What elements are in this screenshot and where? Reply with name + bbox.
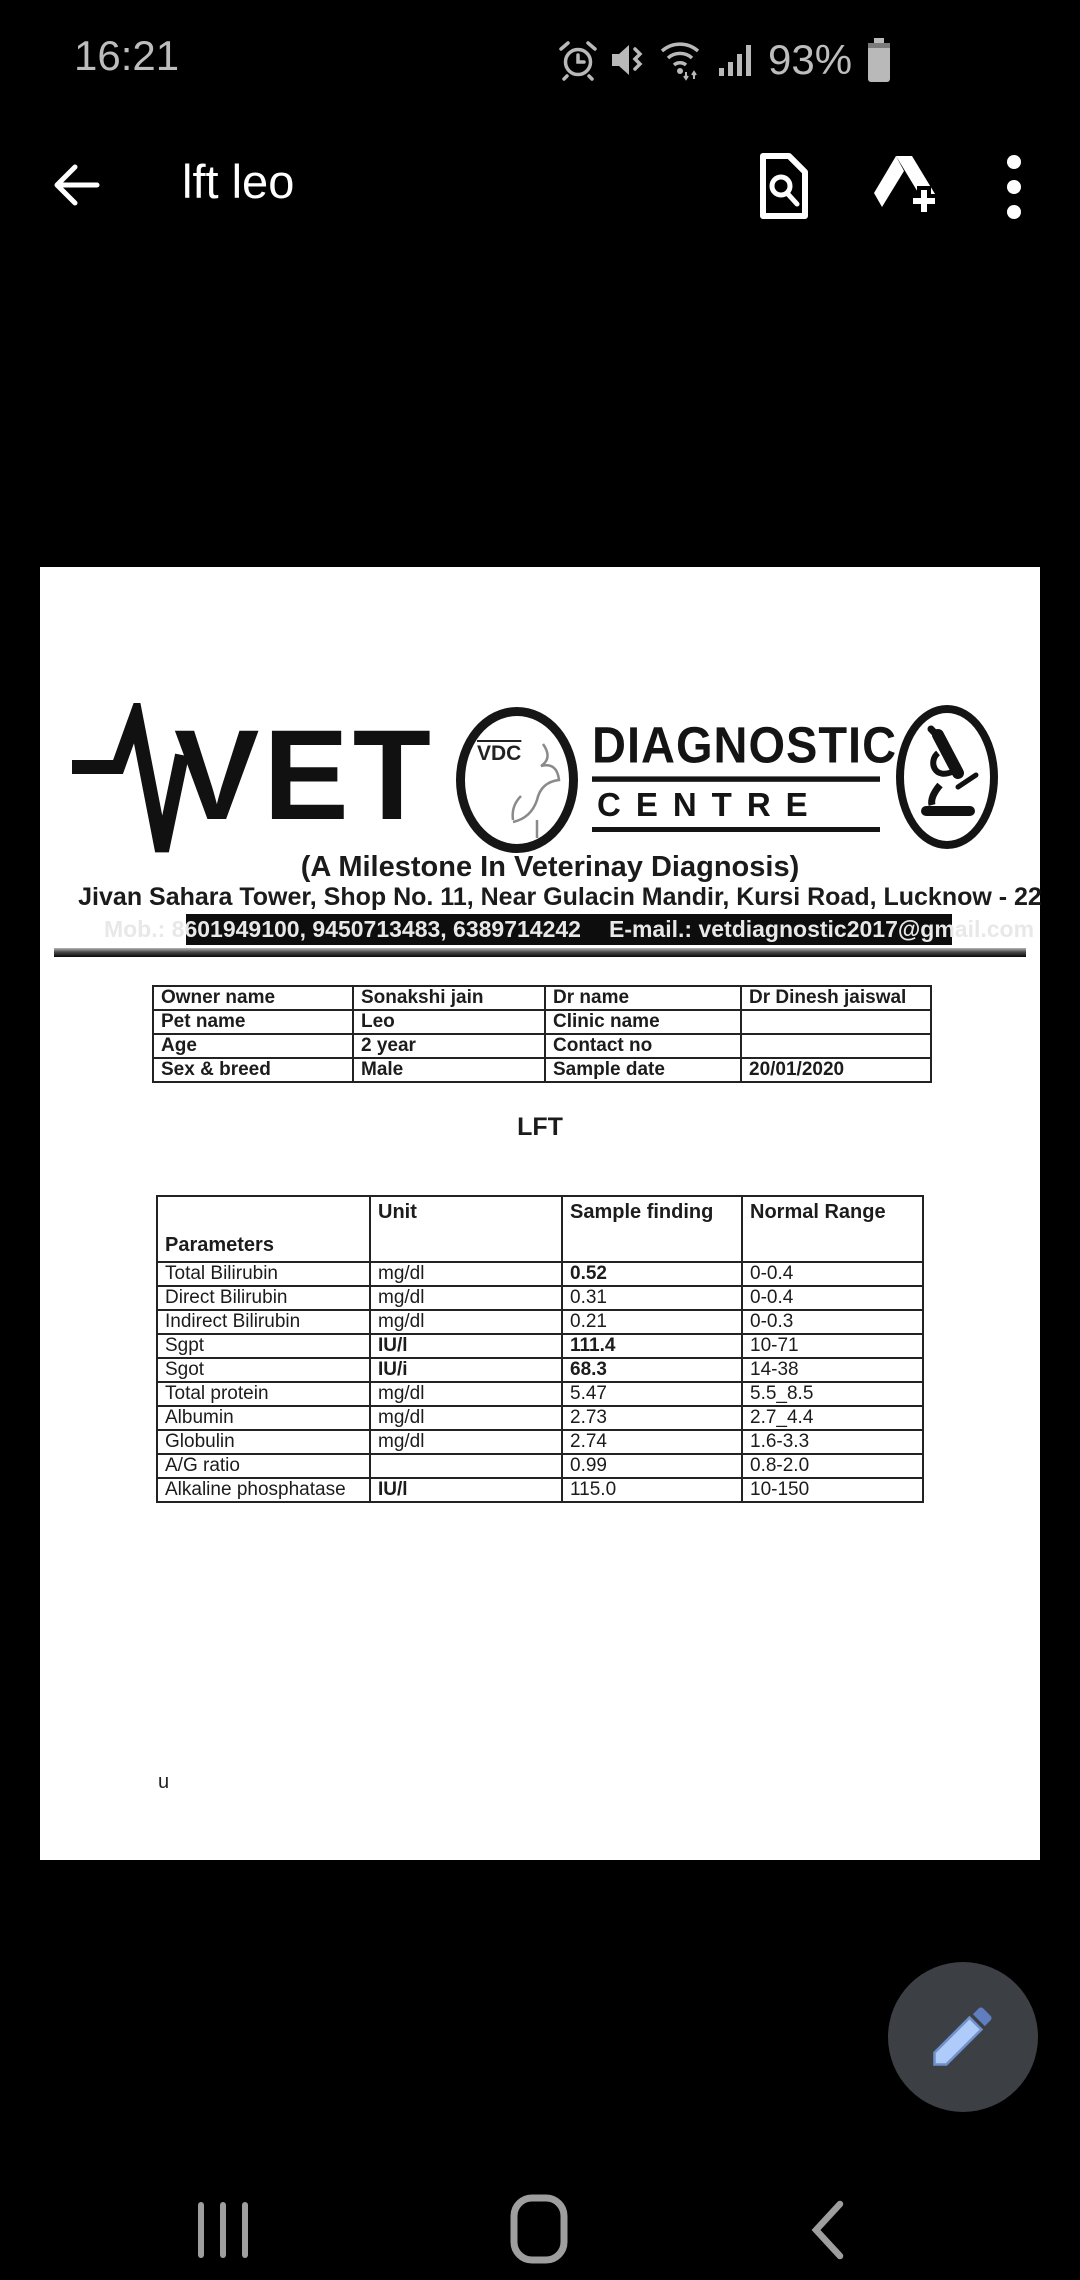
footnote: u	[158, 1771, 170, 1793]
results-table-cell: Alkaline phosphatase	[157, 1478, 370, 1502]
status-icon-cluster	[558, 34, 893, 86]
vibrate-mute-icon	[609, 39, 647, 81]
info-table-cell: Clinic name	[545, 1010, 741, 1034]
results-table-cell: 2.74	[562, 1430, 742, 1454]
nav-back-button[interactable]	[806, 2198, 850, 2262]
find-in-document-button[interactable]	[752, 148, 816, 228]
home-icon	[510, 2252, 568, 2267]
results-table-cell: 10-71	[742, 1334, 923, 1358]
mobile-numbers: Mob.: 8601949100, 9450713483, 6389714242	[103, 916, 581, 942]
ecg-spike-icon	[68, 703, 190, 858]
info-table-row	[153, 1010, 931, 1034]
diagnostic-text: DIAGNOSTIC	[592, 717, 880, 782]
results-table-cell: mg/dl	[370, 1430, 562, 1454]
results-table-cell: 0-0.4	[742, 1262, 923, 1286]
results-table-cell: mg/dl	[370, 1262, 562, 1286]
lft-results-table	[156, 1195, 924, 1503]
tagline: (A Milestone In Veterinay Diagnosis)	[300, 851, 800, 883]
info-table-cell: 20/01/2020	[741, 1058, 931, 1082]
alarm-icon	[558, 39, 598, 81]
results-table-cell: 0.52	[562, 1262, 742, 1286]
back-arrow-icon	[45, 204, 107, 219]
results-table-cell: mg/dl	[370, 1286, 562, 1310]
more-options-button[interactable]	[996, 150, 1032, 226]
info-table-cell: Pet name	[153, 1010, 353, 1034]
results-table-row	[157, 1382, 923, 1406]
results-table-cell: mg/dl	[370, 1406, 562, 1430]
pencil-icon	[925, 1998, 1001, 2077]
drive-add-icon	[869, 208, 943, 223]
results-table-row	[157, 1454, 923, 1478]
recents-icon	[196, 2250, 252, 2265]
info-table-row	[153, 1058, 931, 1082]
info-table-cell: Sonakshi jain	[353, 986, 545, 1010]
results-table-cell: 0.8-2.0	[742, 1454, 923, 1478]
results-table-row	[157, 1262, 923, 1286]
results-table-cell: Total protein	[157, 1382, 370, 1406]
results-table-cell: 0-0.4	[742, 1286, 923, 1310]
add-to-drive-button[interactable]	[868, 154, 944, 222]
centre-text: CENTRE	[592, 783, 880, 832]
results-table-cell: 0.31	[562, 1286, 742, 1310]
results-table-row	[157, 1406, 923, 1430]
results-table-header-cell: Unit	[370, 1196, 562, 1262]
results-table-row	[157, 1478, 923, 1502]
wifi-icon	[658, 38, 706, 82]
results-table-cell: 0.99	[562, 1454, 742, 1478]
results-table-cell: 5.47	[562, 1382, 742, 1406]
results-table-row	[157, 1358, 923, 1382]
info-table-cell: Sex & breed	[153, 1058, 353, 1082]
patient-info-table	[152, 985, 932, 1083]
results-table-cell: Albumin	[157, 1406, 370, 1430]
results-table-cell: 0-0.3	[742, 1310, 923, 1334]
status-time: 16:21	[74, 32, 180, 79]
address-line: Jivan Sahara Tower, Shop No. 11, Near Gulacin Mandir, Kursi Road, Lucknow - 22	[78, 883, 1042, 911]
vdc-badge-text: $\overline{VDC}$	[477, 742, 522, 765]
info-table-cell: Contact no	[545, 1034, 741, 1058]
results-table-cell: 0.21	[562, 1310, 742, 1334]
info-table-cell: Dr name	[545, 986, 741, 1010]
info-table-row	[153, 986, 931, 1010]
info-table-body	[153, 986, 931, 1082]
results-table-cell: 10-150	[742, 1478, 923, 1502]
info-table-cell	[741, 1034, 931, 1058]
results-table-cell: 5.5_8.5	[742, 1382, 923, 1406]
info-table-cell: Age	[153, 1034, 353, 1058]
battery-percent: 93%	[768, 36, 853, 83]
page-title: lft leo	[182, 155, 295, 208]
info-table-row	[153, 1034, 931, 1058]
signal-strength-icon	[717, 40, 755, 80]
vdc-badge	[456, 707, 578, 853]
results-table-cell: 115.0	[562, 1478, 742, 1502]
results-table-cell: IU/i	[370, 1358, 562, 1382]
diagnostic-centre-wordmark	[592, 715, 898, 832]
results-table-cell: 14-38	[742, 1358, 923, 1382]
results-table-cell: Sgot	[157, 1358, 370, 1382]
back-button[interactable]	[44, 154, 108, 218]
results-table-header-cell: Normal Range	[742, 1196, 923, 1262]
results-table-cell: Globulin	[157, 1430, 370, 1454]
results-table-header-cell: Sample finding	[562, 1196, 742, 1262]
info-table-cell: Owner name	[153, 986, 353, 1010]
results-table-cell: 2.7_4.4	[742, 1406, 923, 1430]
vet-logo	[68, 703, 435, 853]
results-table-cell: mg/dl	[370, 1310, 562, 1334]
results-table-cell: 2.73	[562, 1406, 742, 1430]
results-table-cell: mg/dl	[370, 1382, 562, 1406]
results-table-cell: 68.3	[562, 1358, 742, 1382]
home-button[interactable]	[510, 2194, 568, 2264]
results-table-row	[157, 1286, 923, 1310]
results-table-cell: Sgpt	[157, 1334, 370, 1358]
recents-button[interactable]	[196, 2198, 252, 2262]
email-address: E-mail.: vetdiagnostic2017@gmail.com	[608, 916, 1035, 942]
results-table-row	[157, 1334, 923, 1358]
results-table-cell	[370, 1454, 562, 1478]
overflow-menu-icon	[1004, 212, 1024, 227]
microscope-badge	[896, 705, 998, 849]
results-table-header-row	[157, 1196, 923, 1262]
results-table-cell: Direct Bilirubin	[157, 1286, 370, 1310]
results-table-cell: Indirect Bilirubin	[157, 1310, 370, 1334]
results-table-cell: 1.6-3.3	[742, 1430, 923, 1454]
microscope-icon	[912, 725, 982, 829]
header-divider	[54, 948, 1026, 957]
results-table-cell: IU/l	[370, 1478, 562, 1502]
find-in-document-icon	[755, 212, 813, 227]
results-table-cell: IU/l	[370, 1334, 562, 1358]
contact-bar	[103, 914, 1035, 945]
info-table-cell: Male	[353, 1058, 545, 1082]
battery-icon	[865, 36, 893, 84]
info-table-cell: 2 year	[353, 1034, 545, 1058]
results-table-body	[157, 1262, 923, 1502]
info-table-cell	[741, 1010, 931, 1034]
results-table-cell: Total Bilirubin	[157, 1262, 370, 1286]
brand-text: VET	[174, 704, 435, 847]
info-table-cell: Leo	[353, 1010, 545, 1034]
info-table-cell: Dr Dinesh jaiswal	[741, 986, 931, 1010]
results-table-cell: 111.4	[562, 1334, 742, 1358]
edit-fab[interactable]	[888, 1962, 1038, 2112]
results-table-cell: A/G ratio	[157, 1454, 370, 1478]
nav-back-icon	[806, 2250, 850, 2265]
report-title: LFT	[517, 1113, 563, 1141]
info-table-cell: Sample date	[545, 1058, 741, 1082]
document-page[interactable]	[40, 567, 1040, 1860]
results-table-row	[157, 1310, 923, 1334]
results-table-header-cell: Parameters	[157, 1196, 370, 1262]
results-table-row	[157, 1430, 923, 1454]
